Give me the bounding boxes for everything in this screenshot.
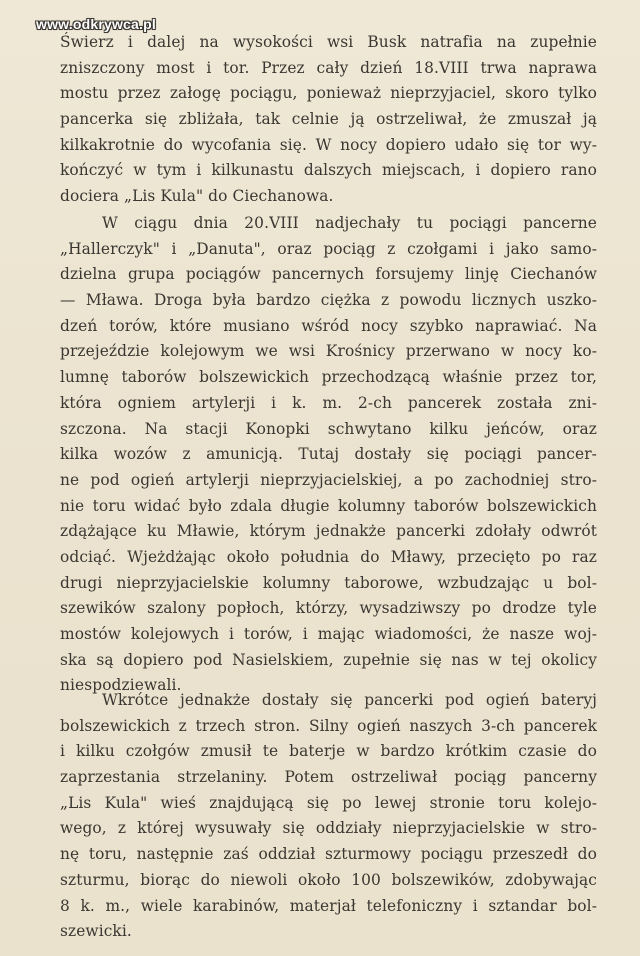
text-line: „Hallerczyk" i „Danuta", oraz pociąg z czołgami i jako samo- <box>60 239 597 258</box>
text-line: mostu przez załogę pociągu, ponieważ nieprzyjaciel, skoro tylko <box>60 84 597 103</box>
text-line: dzielna grupa pociągów pancernych forsujemy linję Ciechanów <box>60 265 597 284</box>
text-line: bolszewickich z trzech stron. Silny ogień naszych 3-ch pancerek <box>60 716 597 735</box>
text-line: odciąć. Wjeżdżając około południa do Mławy, przecięto po raz <box>60 547 597 566</box>
text-line: dzeń torów, które musiano wśród nocy szybko naprawiać. Na <box>60 316 597 335</box>
text-line: ska są dopiero pod Nasielskiem, zupełnie się nas w tej okolicy <box>60 650 597 669</box>
paragraph-1 <box>60 30 597 210</box>
text-line: szczona. Na stacji Konopki schwytano kilku jeńców, oraz <box>60 419 597 438</box>
text-line: drugi nieprzyjacielskie kolumny taborowe, wzbudzając u bol- <box>60 573 597 592</box>
text-line: przejeździe kolejowym we wsi Krośnicy przerwano w nocy ko- <box>60 342 597 361</box>
text-line: zniszczony most i tor. Przez cały dzień 18.VIII trwa naprawa <box>60 58 597 77</box>
text-line: nie toru widać było zdala długie kolumny taborów bolszewickich <box>60 496 597 515</box>
text-line: W ciągu dnia 20.VIII nadjechały tu pociągi pancerne <box>102 214 597 232</box>
text-line: pancerka się zbliżała, tak celnie ją ostrzeliwał, że zmuszał ją <box>60 110 597 129</box>
text-line: zaprzestania strzelaniny. Potem ostrzeliwał pociąg pancerny <box>60 768 597 787</box>
text-line: dociera „Lis Kula" do Ciechanowa. <box>60 187 334 206</box>
text-line: — Mława. Droga była bardzo ciężka z powodu licznych uszko- <box>60 291 597 310</box>
text-line: „Lis Kula" wieś znajdującą się po lewej stronie toru kolejo- <box>60 793 597 812</box>
text-line: niespodziewali. <box>60 676 182 695</box>
text-line: wego, z której wysuwały się oddziały nieprzyjacielskie w stro- <box>60 819 597 838</box>
text-line: Świerz i dalej na wysokości wsi Busk natrafia na zupełnie <box>60 33 597 51</box>
text-line: mostów kolejowych i torów, i mając wiadomości, że nasze woj- <box>60 625 597 643</box>
text-line: kilka wozów z amunicją. Tutaj dostały się pociągi pancer- <box>60 445 597 464</box>
text-line: kilkakrotnie do wycofania się. W nocy dopiero udało się tor wy- <box>60 135 597 154</box>
paragraph-3 <box>60 688 597 945</box>
watermark: www.odkrywca.pl <box>36 16 156 32</box>
text-line: szewików szalony popłoch, którzy, wysadziwszy po drodze tyle <box>60 599 597 618</box>
text-line: Wkrótce jednakże dostały się pancerki pod ogień bateryj <box>102 691 597 709</box>
text-line: zdążające ku Mławie, którym jednakże pancerki zdołały odwrót <box>60 522 597 541</box>
text-line: 8 k. m., wiele karabinów, materjał telefoniczny i sztandar bol- <box>60 896 597 915</box>
text-line: szturmu, biorąc do niewoli około 100 bolszewików, zdobywając <box>60 870 597 889</box>
text-line: szewicki. <box>60 922 132 941</box>
text-line: ne pod ogień artylerji nieprzyjacielskiej, a po zachodniej stro- <box>60 470 597 489</box>
text-line: która ogniem artylerji i k. m. 2-ch pancerek została zni- <box>60 393 597 412</box>
text-line: nę toru, następnie zaś oddział szturmowy pociągu przeszedł do <box>60 845 597 864</box>
text-line: i kilku czołgów zmusił te baterje w bardzo krótkim czasie do <box>60 742 597 761</box>
text-line: kończyć w tym i kilkunastu dalszych miejscach, i dopiero rano <box>60 161 597 180</box>
paragraph-2 <box>60 211 597 699</box>
text-line: lumnę taborów bolszewickich przechodzącą właśnie przez tor, <box>60 368 597 387</box>
